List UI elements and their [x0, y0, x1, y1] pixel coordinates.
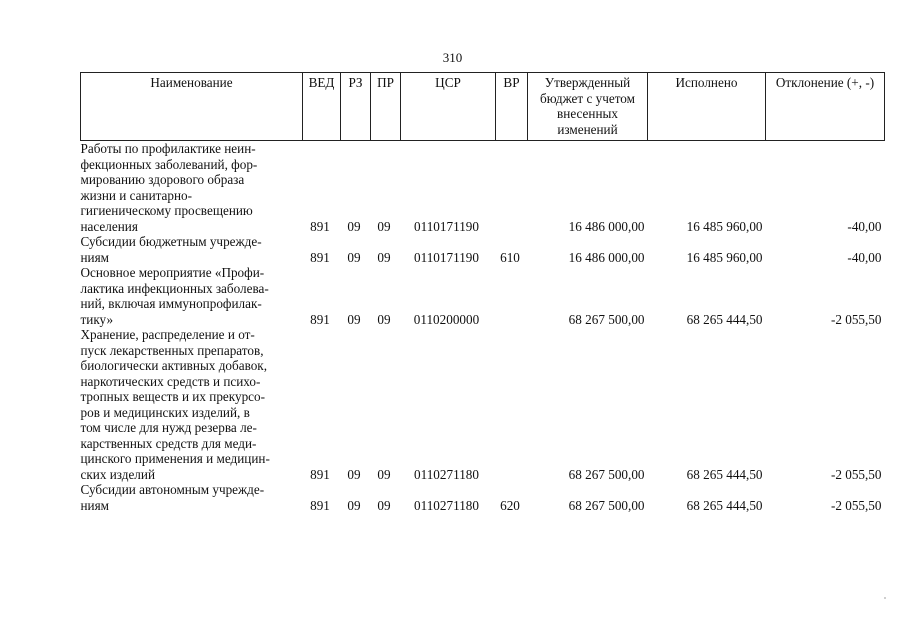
cell-ved: 891	[310, 218, 330, 234]
cell-vr	[496, 327, 528, 482]
cell-deviation: -2 055,50	[830, 497, 882, 513]
table-header	[81, 73, 885, 141]
cell-name: Субсидии бюджетным учрежде- ниям	[80, 234, 262, 265]
cell-csr: 0110171190	[414, 249, 479, 265]
cell-pr: 09	[377, 249, 391, 265]
cell-executed: 68 265 444,50	[686, 311, 763, 327]
cell-approved: 16 486 000,00	[568, 249, 645, 265]
page-number: 310	[442, 50, 463, 65]
cell-csr: 0110271180	[414, 466, 479, 482]
cell-pr: 09	[377, 311, 391, 327]
cell-name: Работы по профилактике неин- фекционных заболеваний, фор- мированию здорового образа жизни и санитарно- гигиеническому просвещению населения	[80, 141, 258, 234]
cell-name: Основное мероприятие «Профи- лактика инфекционных заболева- ний, включая иммунопрофилак- тику»	[80, 265, 269, 327]
cell-csr: 0110171190	[414, 218, 479, 234]
table-row	[81, 482, 885, 513]
cell-executed: 68 265 444,50	[686, 497, 763, 513]
cell-deviation: -2 055,50	[830, 311, 882, 327]
table-row	[81, 234, 885, 265]
cell-rz: 09	[347, 249, 361, 265]
header-deviation: Отклонение (+, -)	[766, 73, 885, 141]
header-row	[81, 73, 885, 141]
cell-pr: 09	[377, 466, 391, 482]
cell-vr: 620	[500, 497, 520, 513]
cell-csr: 0110271180	[414, 497, 479, 513]
table-row	[81, 327, 885, 482]
cell-deviation: -2 055,50	[830, 466, 882, 482]
table-row	[81, 141, 885, 235]
header-vr: ВР	[496, 73, 528, 141]
cell-ved: 891	[310, 249, 330, 265]
cell-executed: 16 485 960,00	[686, 249, 763, 265]
cell-rz: 09	[347, 497, 361, 513]
cell-ved: 891	[310, 311, 330, 327]
cell-approved: 68 267 500,00	[568, 311, 645, 327]
table-body	[81, 141, 885, 514]
cell-name: Хранение, распределение и от- пуск лекарственных препаратов, биологически активных добавок, наркотических средств и психо- тропных веществ и их прекурсо- ров и медицинских изделий, в том числе для нужд резерва ле- карственных средств для меди- цинского применения и медицин- ских изделий	[80, 327, 270, 482]
header-rz: РЗ	[341, 73, 371, 141]
cell-vr	[496, 265, 528, 327]
cell-vr: 610	[500, 249, 520, 265]
cell-approved: 16 486 000,00	[568, 218, 645, 234]
cell-vr	[496, 141, 528, 235]
cell-deviation: -40,00	[847, 249, 882, 265]
cell-ved: 891	[310, 497, 330, 513]
cell-approved: 68 267 500,00	[568, 466, 645, 482]
cell-rz: 09	[347, 466, 361, 482]
table-row	[81, 265, 885, 327]
cell-pr: 09	[377, 497, 391, 513]
header-pr: ПР	[371, 73, 401, 141]
cell-pr: 09	[377, 218, 391, 234]
cell-name: Субсидии автономным учрежде- ниям	[80, 482, 265, 513]
header-approved: Утвержденный бюджет с учетом внесенных изменений	[528, 73, 648, 141]
header-executed: Исполнено	[648, 73, 766, 141]
cell-ved: 891	[310, 466, 330, 482]
header-csr: ЦСР	[401, 73, 496, 141]
budget-table	[80, 72, 885, 513]
header-ved: ВЕД	[303, 73, 341, 141]
cell-csr: 0110200000	[413, 311, 480, 327]
scan-speck	[884, 597, 886, 599]
header-name: Наименование	[81, 73, 303, 141]
cell-rz: 09	[347, 311, 361, 327]
cell-rz: 09	[347, 218, 361, 234]
cell-approved: 68 267 500,00	[568, 497, 645, 513]
cell-executed: 68 265 444,50	[686, 466, 763, 482]
cell-deviation: -40,00	[847, 218, 882, 234]
cell-executed: 16 485 960,00	[686, 218, 763, 234]
